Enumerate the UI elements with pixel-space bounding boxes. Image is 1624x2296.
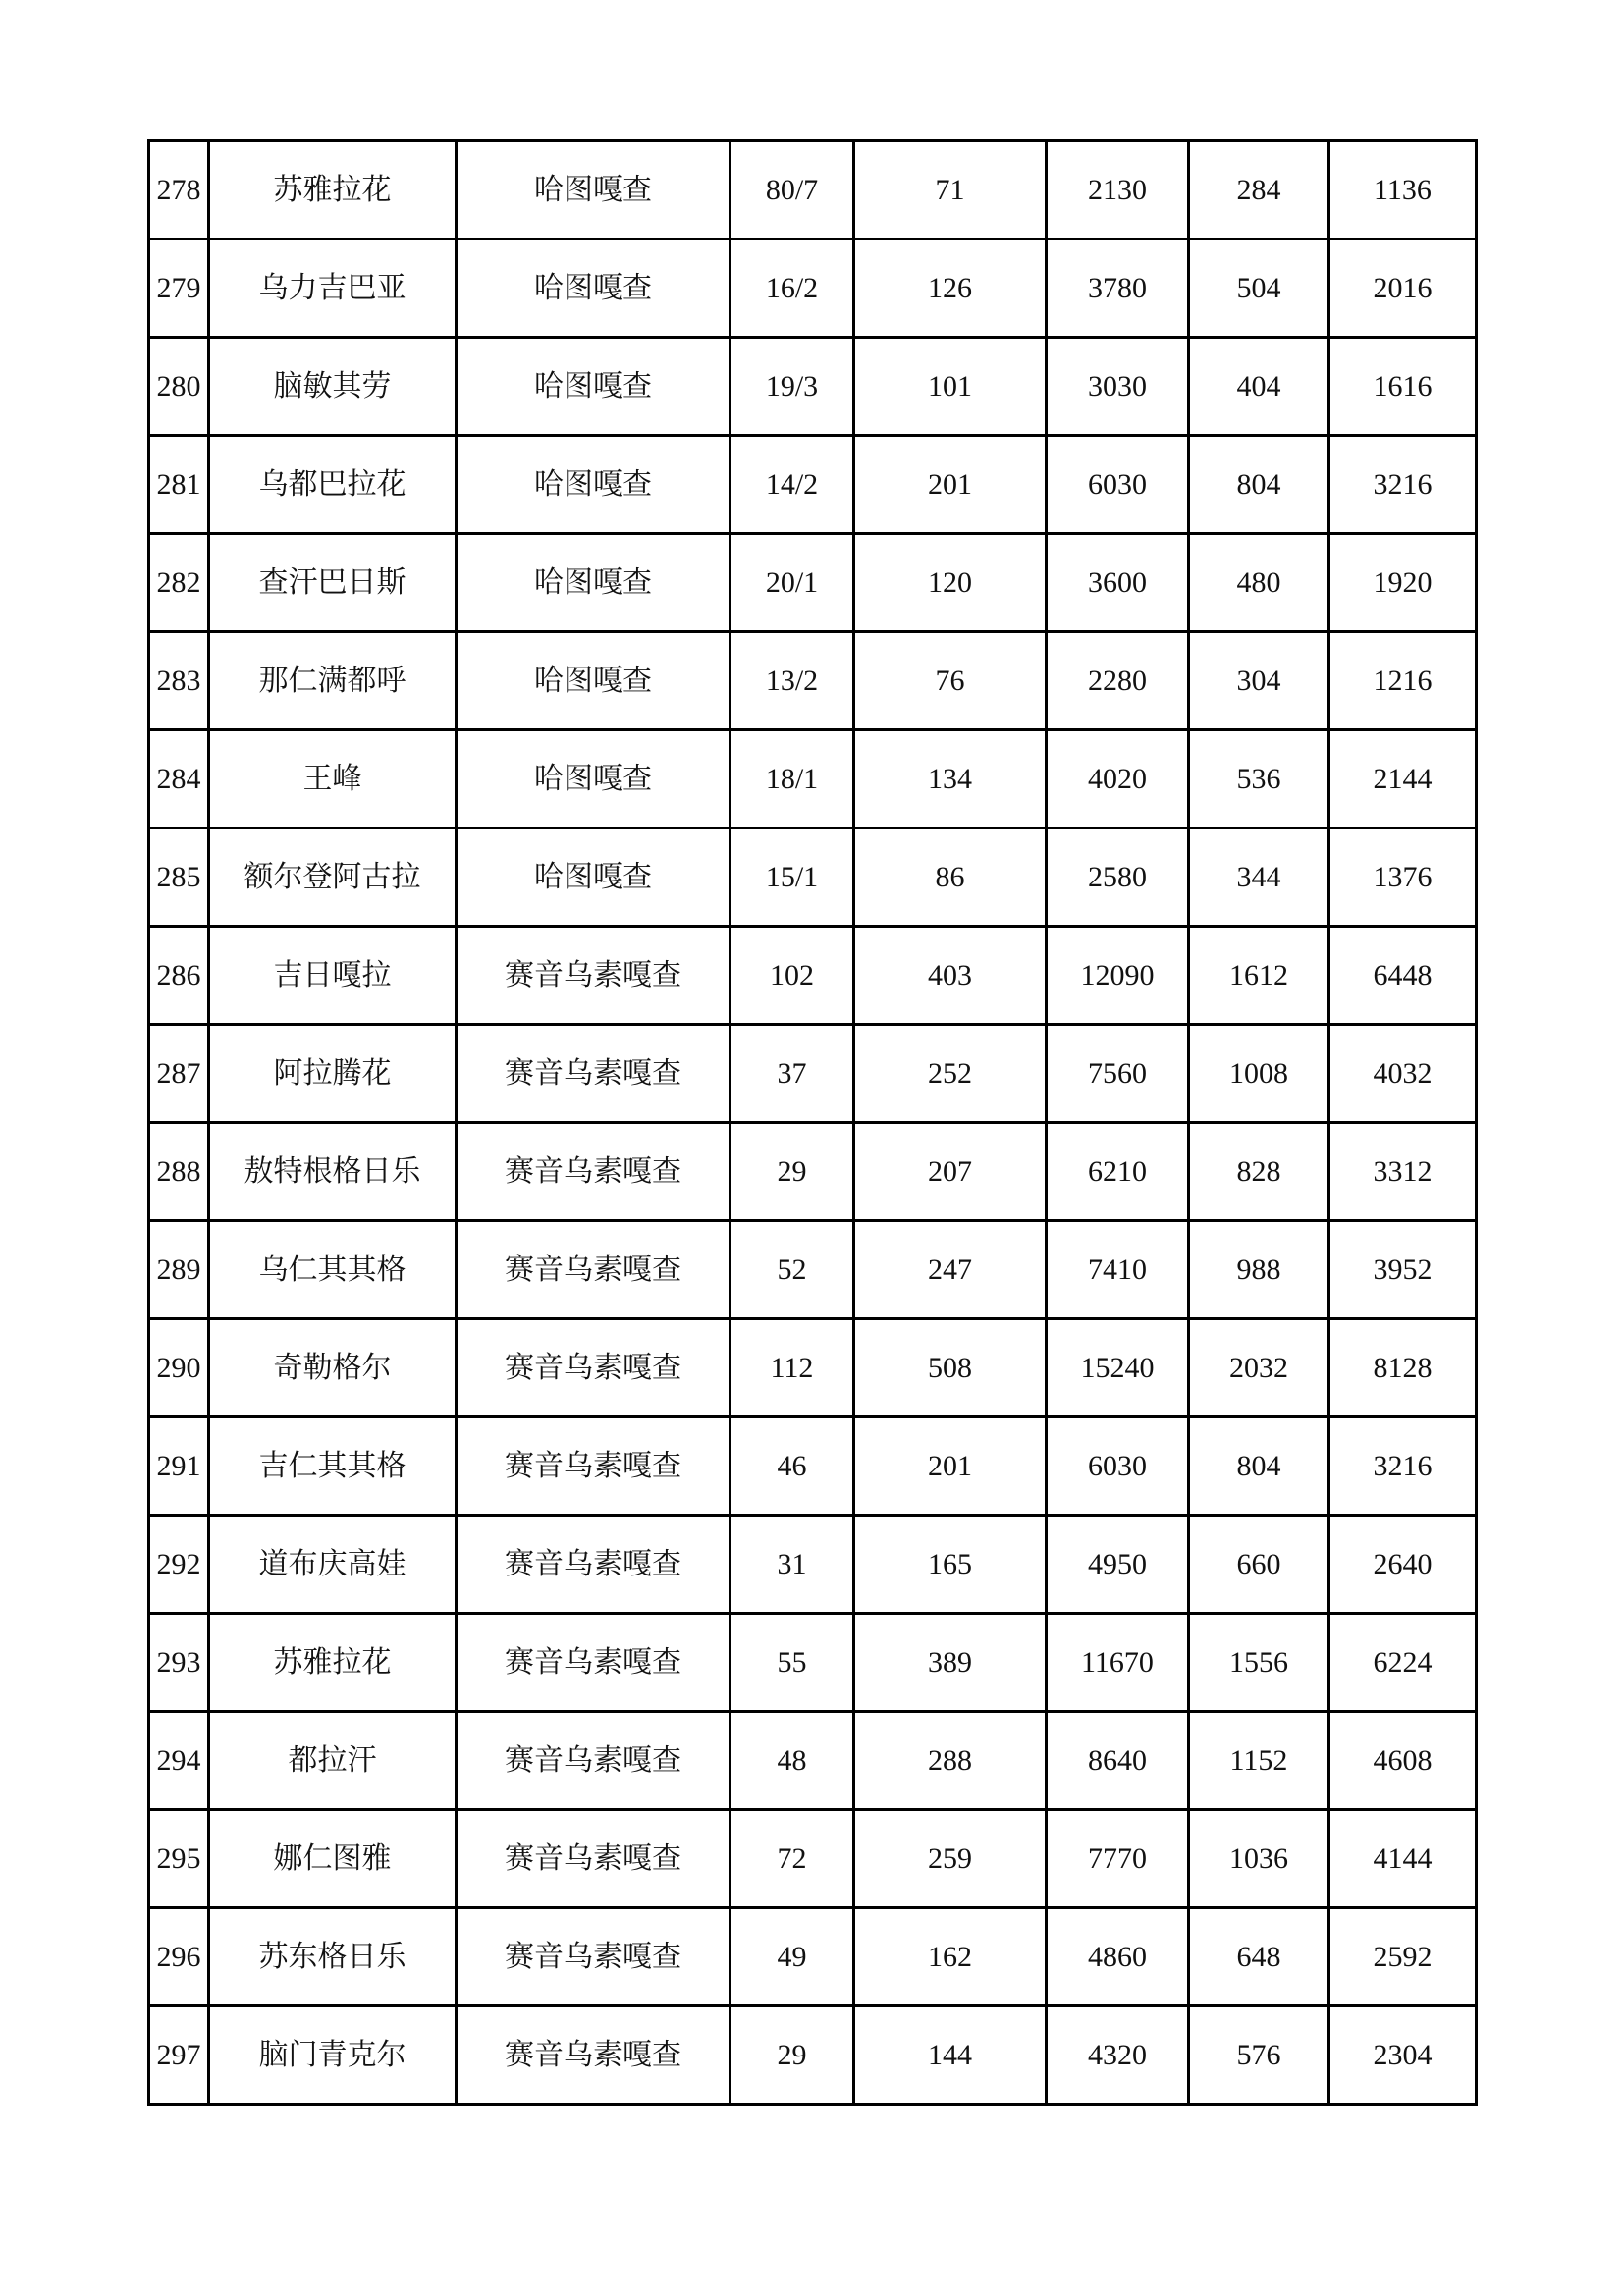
table-row <box>149 1810 1477 1908</box>
ratio-cell: 31 <box>731 1516 854 1614</box>
name-cell: 敖特根格日乐 <box>209 1123 457 1221</box>
village-cell: 赛音乌素嘎查 <box>457 1123 731 1221</box>
amount-cell: 7560 <box>1047 1025 1189 1123</box>
table-row <box>149 1712 1477 1810</box>
amount-cell: 4320 <box>1047 2006 1189 2105</box>
subsidy-cell: 504 <box>1189 240 1329 338</box>
subsidy-cell: 648 <box>1189 1908 1329 2006</box>
total-cell: 1376 <box>1329 828 1477 927</box>
table-row <box>149 1123 1477 1221</box>
row-number-cell: 290 <box>149 1319 209 1417</box>
value-cell: 101 <box>854 338 1047 436</box>
total-cell: 4144 <box>1329 1810 1477 1908</box>
value-cell: 162 <box>854 1908 1047 2006</box>
village-cell: 赛音乌素嘎查 <box>457 2006 731 2105</box>
name-cell: 娜仁图雅 <box>209 1810 457 1908</box>
ratio-cell: 29 <box>731 1123 854 1221</box>
subsidy-cell: 2032 <box>1189 1319 1329 1417</box>
value-cell: 134 <box>854 730 1047 828</box>
total-cell: 4608 <box>1329 1712 1477 1810</box>
subsidy-cell: 828 <box>1189 1123 1329 1221</box>
value-cell: 120 <box>854 534 1047 632</box>
table-row <box>149 730 1477 828</box>
value-cell: 252 <box>854 1025 1047 1123</box>
name-cell: 乌仁其其格 <box>209 1221 457 1319</box>
amount-cell: 2580 <box>1047 828 1189 927</box>
row-number-cell: 278 <box>149 141 209 240</box>
ratio-cell: 72 <box>731 1810 854 1908</box>
amount-cell: 6030 <box>1047 1417 1189 1516</box>
total-cell: 3312 <box>1329 1123 1477 1221</box>
table-row <box>149 828 1477 927</box>
row-number-cell: 294 <box>149 1712 209 1810</box>
value-cell: 126 <box>854 240 1047 338</box>
amount-cell: 4950 <box>1047 1516 1189 1614</box>
table-row <box>149 632 1477 730</box>
subsidy-cell: 404 <box>1189 338 1329 436</box>
row-number-cell: 287 <box>149 1025 209 1123</box>
ratio-cell: 55 <box>731 1614 854 1712</box>
table-row <box>149 141 1477 240</box>
row-number-cell: 292 <box>149 1516 209 1614</box>
table-row <box>149 1417 1477 1516</box>
ratio-cell: 15/1 <box>731 828 854 927</box>
village-cell: 赛音乌素嘎查 <box>457 1614 731 1712</box>
total-cell: 4032 <box>1329 1025 1477 1123</box>
village-cell: 哈图嘎查 <box>457 436 731 534</box>
village-cell: 赛音乌素嘎查 <box>457 1025 731 1123</box>
subsidy-cell: 660 <box>1189 1516 1329 1614</box>
village-cell: 哈图嘎查 <box>457 828 731 927</box>
row-number-cell: 297 <box>149 2006 209 2105</box>
table-body <box>149 141 1477 2105</box>
ratio-cell: 13/2 <box>731 632 854 730</box>
subsidy-cell: 804 <box>1189 1417 1329 1516</box>
amount-cell: 11670 <box>1047 1614 1189 1712</box>
table-row <box>149 2006 1477 2105</box>
ratio-cell: 20/1 <box>731 534 854 632</box>
value-cell: 71 <box>854 141 1047 240</box>
name-cell: 苏雅拉花 <box>209 1614 457 1712</box>
village-cell: 赛音乌素嘎查 <box>457 1810 731 1908</box>
table-row <box>149 534 1477 632</box>
subsidy-cell: 536 <box>1189 730 1329 828</box>
name-cell: 查汗巴日斯 <box>209 534 457 632</box>
name-cell: 苏东格日乐 <box>209 1908 457 2006</box>
row-number-cell: 288 <box>149 1123 209 1221</box>
village-cell: 哈图嘎查 <box>457 632 731 730</box>
village-cell: 赛音乌素嘎查 <box>457 927 731 1025</box>
village-cell: 赛音乌素嘎查 <box>457 1319 731 1417</box>
amount-cell: 7410 <box>1047 1221 1189 1319</box>
value-cell: 247 <box>854 1221 1047 1319</box>
subsidy-cell: 1008 <box>1189 1025 1329 1123</box>
name-cell: 奇勒格尔 <box>209 1319 457 1417</box>
value-cell: 259 <box>854 1810 1047 1908</box>
row-number-cell: 284 <box>149 730 209 828</box>
row-number-cell: 293 <box>149 1614 209 1712</box>
value-cell: 389 <box>854 1614 1047 1712</box>
total-cell: 1216 <box>1329 632 1477 730</box>
amount-cell: 2130 <box>1047 141 1189 240</box>
subsidy-cell: 1036 <box>1189 1810 1329 1908</box>
value-cell: 76 <box>854 632 1047 730</box>
name-cell: 乌都巴拉花 <box>209 436 457 534</box>
table-row <box>149 436 1477 534</box>
ratio-cell: 19/3 <box>731 338 854 436</box>
row-number-cell: 279 <box>149 240 209 338</box>
ratio-cell: 14/2 <box>731 436 854 534</box>
amount-cell: 7770 <box>1047 1810 1189 1908</box>
ratio-cell: 52 <box>731 1221 854 1319</box>
subsidy-cell: 344 <box>1189 828 1329 927</box>
name-cell: 那仁满都呼 <box>209 632 457 730</box>
subsidy-cell: 304 <box>1189 632 1329 730</box>
name-cell: 阿拉腾花 <box>209 1025 457 1123</box>
name-cell: 乌力吉巴亚 <box>209 240 457 338</box>
row-number-cell: 281 <box>149 436 209 534</box>
value-cell: 288 <box>854 1712 1047 1810</box>
row-number-cell: 286 <box>149 927 209 1025</box>
row-number-cell: 289 <box>149 1221 209 1319</box>
total-cell: 8128 <box>1329 1319 1477 1417</box>
total-cell: 3216 <box>1329 1417 1477 1516</box>
total-cell: 1920 <box>1329 534 1477 632</box>
subsidy-cell: 1152 <box>1189 1712 1329 1810</box>
ratio-cell: 102 <box>731 927 854 1025</box>
value-cell: 165 <box>854 1516 1047 1614</box>
row-number-cell: 285 <box>149 828 209 927</box>
village-cell: 赛音乌素嘎查 <box>457 1516 731 1614</box>
table-row <box>149 1516 1477 1614</box>
village-cell: 哈图嘎查 <box>457 338 731 436</box>
ratio-cell: 49 <box>731 1908 854 2006</box>
row-number-cell: 291 <box>149 1417 209 1516</box>
name-cell: 吉日嘎拉 <box>209 927 457 1025</box>
name-cell: 脑门青克尔 <box>209 2006 457 2105</box>
table-row <box>149 1221 1477 1319</box>
subsidy-cell: 1612 <box>1189 927 1329 1025</box>
total-cell: 2304 <box>1329 2006 1477 2105</box>
value-cell: 403 <box>854 927 1047 1025</box>
subsidy-cell: 804 <box>1189 436 1329 534</box>
ratio-cell: 18/1 <box>731 730 854 828</box>
table-row <box>149 1319 1477 1417</box>
row-number-cell: 295 <box>149 1810 209 1908</box>
table-row <box>149 927 1477 1025</box>
village-cell: 赛音乌素嘎查 <box>457 1417 731 1516</box>
value-cell: 207 <box>854 1123 1047 1221</box>
total-cell: 6224 <box>1329 1614 1477 1712</box>
amount-cell: 6030 <box>1047 436 1189 534</box>
data-table <box>147 139 1478 2106</box>
name-cell: 都拉汗 <box>209 1712 457 1810</box>
village-cell: 哈图嘎查 <box>457 240 731 338</box>
value-cell: 201 <box>854 436 1047 534</box>
subsidy-cell: 576 <box>1189 2006 1329 2105</box>
subsidy-cell: 988 <box>1189 1221 1329 1319</box>
amount-cell: 4020 <box>1047 730 1189 828</box>
subsidy-cell: 1556 <box>1189 1614 1329 1712</box>
total-cell: 3952 <box>1329 1221 1477 1319</box>
total-cell: 2016 <box>1329 240 1477 338</box>
total-cell: 6448 <box>1329 927 1477 1025</box>
village-cell: 哈图嘎查 <box>457 730 731 828</box>
row-number-cell: 283 <box>149 632 209 730</box>
amount-cell: 15240 <box>1047 1319 1189 1417</box>
ratio-cell: 29 <box>731 2006 854 2105</box>
total-cell: 2592 <box>1329 1908 1477 2006</box>
name-cell: 吉仁其其格 <box>209 1417 457 1516</box>
row-number-cell: 282 <box>149 534 209 632</box>
village-cell: 赛音乌素嘎查 <box>457 1712 731 1810</box>
name-cell: 苏雅拉花 <box>209 141 457 240</box>
ratio-cell: 112 <box>731 1319 854 1417</box>
total-cell: 3216 <box>1329 436 1477 534</box>
table-row <box>149 240 1477 338</box>
value-cell: 508 <box>854 1319 1047 1417</box>
table-row <box>149 338 1477 436</box>
amount-cell: 2280 <box>1047 632 1189 730</box>
name-cell: 道布庆高娃 <box>209 1516 457 1614</box>
amount-cell: 3780 <box>1047 240 1189 338</box>
ratio-cell: 80/7 <box>731 141 854 240</box>
total-cell: 2640 <box>1329 1516 1477 1614</box>
total-cell: 2144 <box>1329 730 1477 828</box>
ratio-cell: 46 <box>731 1417 854 1516</box>
ratio-cell: 48 <box>731 1712 854 1810</box>
amount-cell: 3600 <box>1047 534 1189 632</box>
value-cell: 144 <box>854 2006 1047 2105</box>
subsidy-cell: 480 <box>1189 534 1329 632</box>
amount-cell: 4860 <box>1047 1908 1189 2006</box>
village-cell: 哈图嘎查 <box>457 141 731 240</box>
subsidy-cell: 284 <box>1189 141 1329 240</box>
name-cell: 王峰 <box>209 730 457 828</box>
table-row <box>149 1025 1477 1123</box>
village-cell: 赛音乌素嘎查 <box>457 1221 731 1319</box>
amount-cell: 3030 <box>1047 338 1189 436</box>
amount-cell: 8640 <box>1047 1712 1189 1810</box>
amount-cell: 6210 <box>1047 1123 1189 1221</box>
amount-cell: 12090 <box>1047 927 1189 1025</box>
ratio-cell: 16/2 <box>731 240 854 338</box>
row-number-cell: 280 <box>149 338 209 436</box>
total-cell: 1136 <box>1329 141 1477 240</box>
village-cell: 哈图嘎查 <box>457 534 731 632</box>
value-cell: 86 <box>854 828 1047 927</box>
table-row <box>149 1908 1477 2006</box>
ratio-cell: 37 <box>731 1025 854 1123</box>
total-cell: 1616 <box>1329 338 1477 436</box>
name-cell: 额尔登阿古拉 <box>209 828 457 927</box>
village-cell: 赛音乌素嘎查 <box>457 1908 731 2006</box>
value-cell: 201 <box>854 1417 1047 1516</box>
name-cell: 脑敏其劳 <box>209 338 457 436</box>
table-row <box>149 1614 1477 1712</box>
row-number-cell: 296 <box>149 1908 209 2006</box>
